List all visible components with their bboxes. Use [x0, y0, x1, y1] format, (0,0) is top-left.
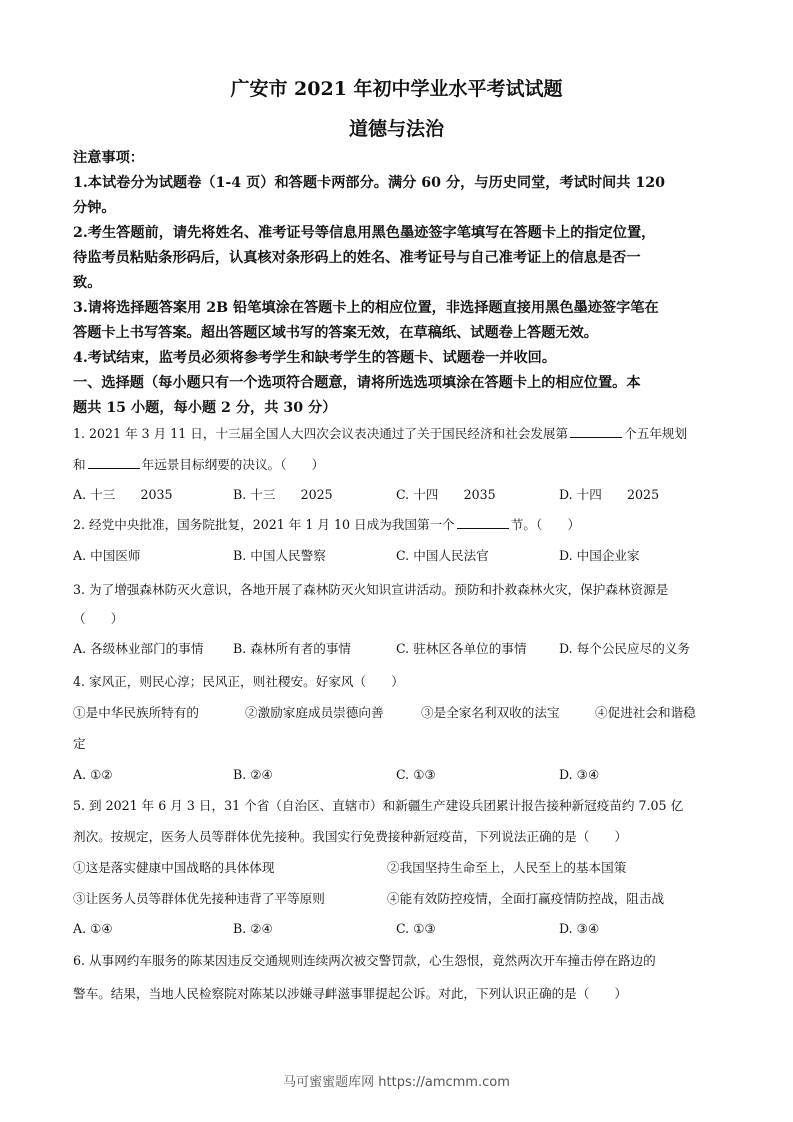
q1-text-a: 1. 2021 年 3 月 11 日，十三届全国人大四次会议表决通过了关于国民经济和社会发展第 [73, 426, 569, 441]
q2-text-a: 2. 经党中央批准，国务院批复，2021 年 1 月 10 日成为我国第一个 [73, 517, 455, 532]
note-3-line-1: 3.请将选择题答案用 2B 铅笔填涂在答题卡上的相应位置，非选择题直接用黑色墨迹签字笔在 [73, 300, 659, 316]
q5-option-d[interactable]: D. ③④ [559, 921, 600, 936]
q5-statement-1: ①这是落实健康中国战略的具体体现 [73, 860, 275, 875]
q5-option-a[interactable]: A. ①④ [73, 921, 113, 936]
q5-option-b[interactable]: B. ②④ [233, 921, 273, 936]
q3-option-d[interactable]: D. 每个公民应尽的义务 [559, 641, 690, 656]
q2-option-b[interactable]: B. 中国人民警察 [233, 548, 326, 563]
note-2-line-1: 2.考生答题前，请先将姓名、准考证号等信息用黑色墨迹签字笔填写在答题卡上的指定位置， [73, 225, 656, 241]
q5-line-2: 剂次。按规定，医务人员等群体优先接种。我国实行免费接种新冠疫苗，下列说法正确的是（ ） [73, 829, 628, 844]
note-1-line-2: 分钟。 [73, 200, 116, 216]
answer-blank [457, 515, 509, 529]
note-2-line-2: 待监考员粘贴条形码后，认真核对条形码上的姓名、准考证号与自己准考证上的信息是否一 [73, 250, 641, 266]
q4-statement-3: ③是全家名利双收的法宝 [421, 705, 560, 720]
q1-line-2 [73, 451, 728, 478]
q4-option-d[interactable]: D. ③④ [559, 767, 600, 782]
q1-option-d[interactable]: D. 十四 2025 [559, 487, 660, 502]
q3-option-c[interactable]: C. 驻林区各单位的事情 [396, 641, 527, 656]
notes-heading: 注意事项： [73, 150, 144, 166]
q6-line-2: 警车。结果，当地人民检察院对陈某以涉嫌寻衅滋事罪提起公诉。对此，下列认识正确的是（ ） [73, 986, 628, 1001]
q5-statement-3: ③让医务人员等群体优先接种违背了平等原则 [73, 891, 325, 906]
note-3-line-2: 答题卡上书写答案。超出答题区域书写的答案无效，在草稿纸、试题卷上答题无效。 [73, 325, 598, 341]
q6-line-1: 6. 从事网约车服务的陈某因违反交通规则连续两次被交警罚款，心生怨恨，竟然两次开车撞击停在路边的 [73, 953, 656, 968]
q4-statement-4: ④促进社会和谐稳 [595, 705, 696, 720]
q5-statement-2: ②我国坚持生命至上，人民至上的基本国策 [387, 860, 627, 875]
q5-option-c[interactable]: C. ①③ [396, 921, 436, 936]
section-heading-line-2: 题共 15 小题，每小题 2 分，共 30 分） [73, 400, 337, 416]
q4-option-a[interactable]: A. ①② [73, 767, 113, 782]
page-title: 广安市 2021 年初中学业水平考试试题 [230, 78, 563, 100]
q2-option-d[interactable]: D. 中国企业家 [559, 548, 640, 563]
q4-statement-2: ②激励家庭成员崇德向善 [245, 705, 384, 720]
q1-option-a[interactable]: A. 十三 2035 [73, 487, 173, 502]
q1-text-c: 和 [73, 457, 86, 472]
q3-option-b[interactable]: B. 森林所有者的事情 [233, 641, 352, 656]
q5-line-1: 5. 到 2021 年 6 月 3 日，31 个省（自治区、直辖市）和新疆生产建设兵团累计报告接种新冠疫苗约 7.05 亿 [73, 798, 684, 813]
section-heading-line-1: 一、选择题（每小题只有一个选项符合题意，请将所选选项填涂在答题卡上的相应位置。本 [73, 375, 641, 391]
q4-statement-1: ①是中华民族所特有的 [73, 705, 199, 720]
q2-option-a[interactable]: A. 中国医师 [73, 548, 141, 563]
note-2-line-3: 致。 [73, 275, 102, 291]
q1-option-c[interactable]: C. 十四 2035 [396, 487, 496, 502]
note-1-line-1: 1.本试卷分为试题卷（1-4 页）和答题卡两部分。满分 60 分，与历史同堂，考试时间共 120 [73, 175, 665, 191]
footer-watermark[interactable]: 马可蜜蜜题库网 https://amcmm.com [283, 1075, 510, 1090]
answer-blank [88, 455, 140, 469]
q1-text-d: 年远景目标纲要的决议。（ ） [141, 457, 325, 472]
q1-text-b: 个五年规划 [624, 426, 688, 441]
q2-stem [73, 511, 728, 538]
note-4: 4.考试结束，监考员必须将参考学生和缺考学生的答题卡、试题卷一并收回。 [73, 350, 557, 366]
q3-line-1: 3. 为了增强森林防灭火意识，各地开展了森林防灭火知识宣讲活动。预防和扑救森林火灾，保护森林资源是 [73, 582, 669, 597]
q5-statement-4: ④能有效防控疫情，全面打赢疫情防控战，阻击战 [387, 891, 665, 906]
q1-option-b[interactable]: B. 十三 2025 [233, 487, 333, 502]
q2-option-c[interactable]: C. 中国人民法官 [396, 548, 489, 563]
q3-option-a[interactable]: A. 各级林业部门的事情 [73, 641, 204, 656]
q4-stem: 4. 家风正，则民心淳；民风正，则社稷安。好家风（ ） [73, 674, 404, 689]
q4-statement-4-cont: 定 [73, 736, 86, 751]
q2-text-b: 节。（ ） [510, 517, 581, 532]
answer-blank [570, 424, 622, 438]
q4-option-c[interactable]: C. ①③ [396, 767, 436, 782]
subject-title: 道德与法治 [348, 118, 444, 140]
q4-option-b[interactable]: B. ②④ [233, 767, 273, 782]
q1-line-1 [73, 420, 728, 447]
q3-line-2: （ ） [73, 611, 124, 626]
